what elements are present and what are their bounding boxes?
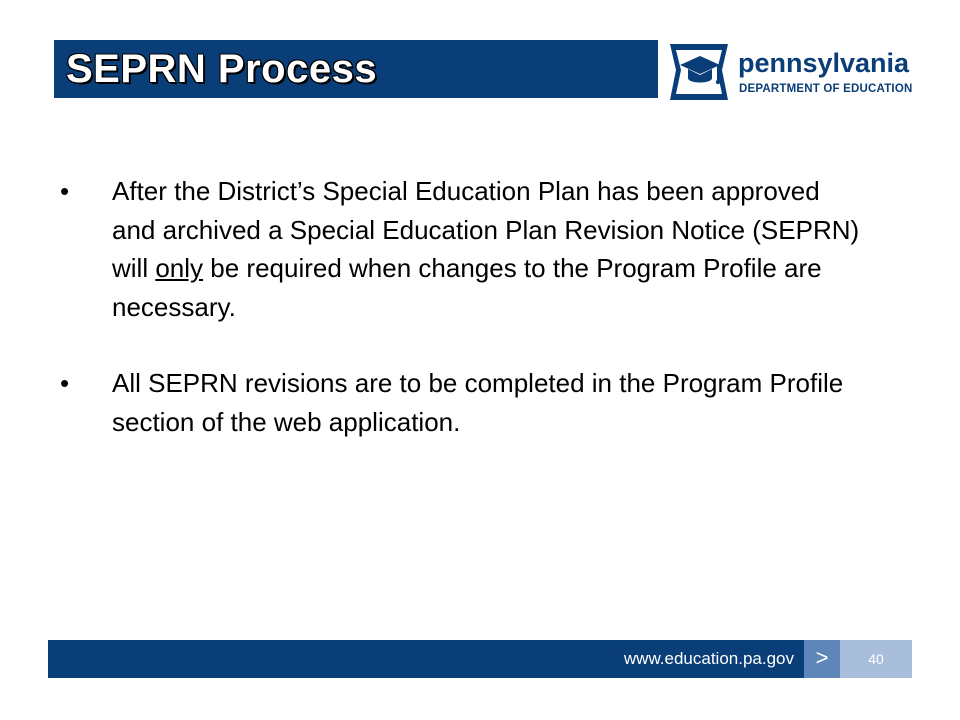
emphasis-only: only [155, 253, 204, 283]
bullet-text: All SEPRN revisions are to be completed in the Program Profile section of the web application. [112, 368, 844, 437]
bullet-text-start: After the District’s Special Education Plan has been approved and archived a Special Education Plan Revision Notice (SEPRN) will [112, 176, 860, 283]
keystone-graduation-cap-icon [666, 40, 732, 106]
bullet-item [60, 172, 860, 326]
page-number: 40 [868, 651, 884, 667]
bullet-item [60, 364, 860, 441]
chevron-right-icon: > [815, 645, 829, 670]
footer-arrow-box [804, 640, 840, 678]
footer-bar [48, 640, 804, 678]
bullet-text-end: be required when changes to the Program Profile are necessary. [112, 253, 822, 322]
footer-url[interactable]: www.education.pa.gov [623, 649, 794, 668]
slide-title: SEPRN Process [66, 47, 378, 91]
title-bar [54, 40, 658, 98]
bullet-dot: • [60, 368, 70, 398]
bullet-dot: • [60, 176, 70, 206]
pa-education-logo [666, 40, 916, 106]
bullet-text [112, 176, 859, 322]
page-number-box [840, 640, 912, 678]
bullet-list [60, 172, 860, 441]
logo-name: pennsylvania [738, 48, 910, 78]
logo-subtitle: DEPARTMENT OF EDUCATION [739, 83, 913, 95]
